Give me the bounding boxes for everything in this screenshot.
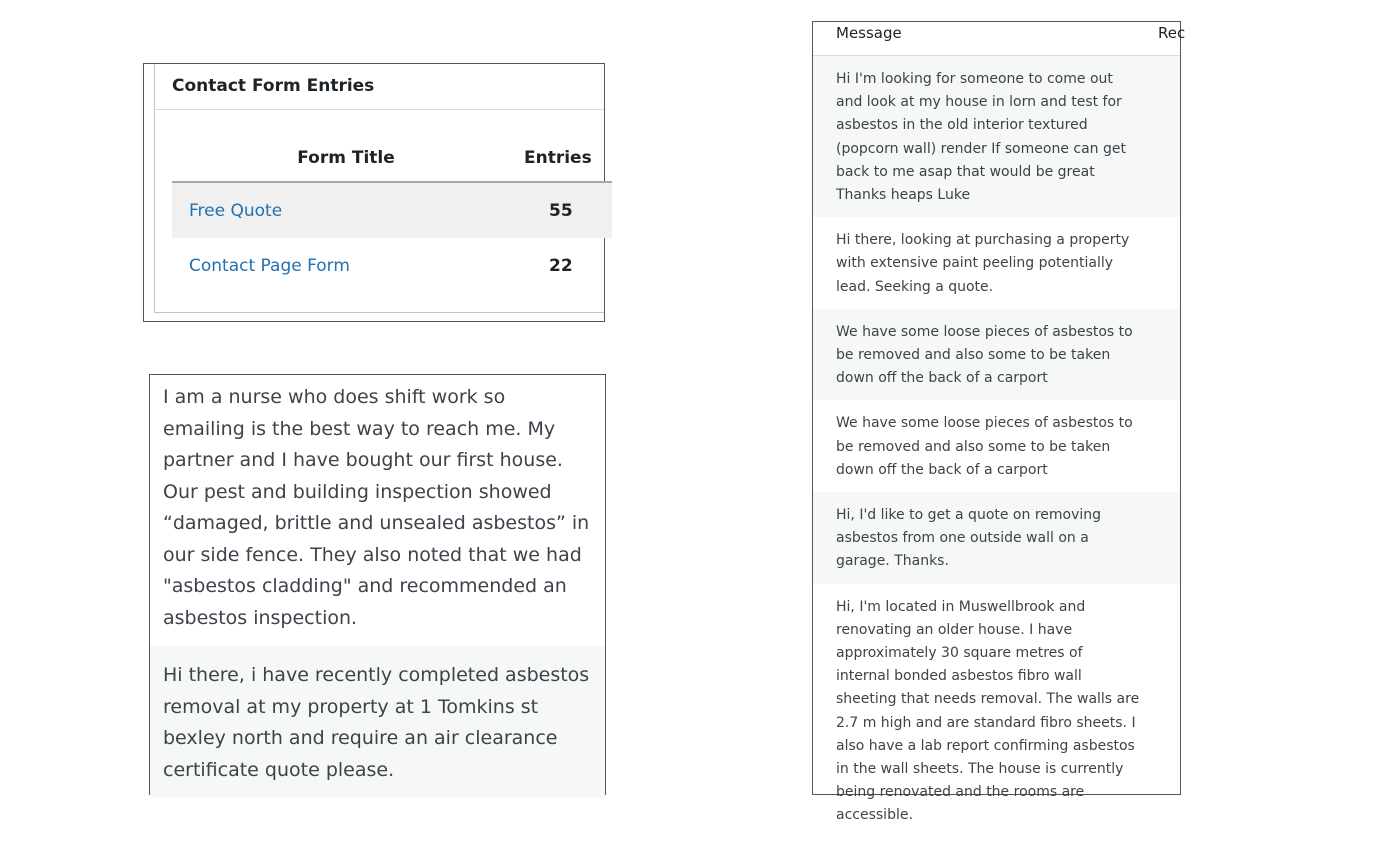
message-text: Hi there, i have recently completed asbestos removal at my property at 1 Tomkins st bexley north and require an air clearance certificate quote please. xyxy=(150,646,605,798)
table-row xyxy=(172,182,612,238)
column-header-form-title[interactable]: Form Title xyxy=(172,134,520,182)
message-excerpt-panel xyxy=(149,374,606,795)
column-header-entries[interactable]: Entries xyxy=(520,134,612,182)
message-row: We have some loose pieces of asbestos to be removed and also some to be taken down off the back of a carport xyxy=(813,309,1180,401)
column-header-next[interactable]: Rec xyxy=(1158,24,1186,42)
message-column-header-row xyxy=(813,22,1186,56)
message-text: I am a nurse who does shift work so emailing is the best way to reach me. My partner and I have bought our first house. Our pest and building inspection showed “damaged, brittle and unsealed asbestos” in our side fence. They also noted that we had "asbestos cladding" and recommended an asbestos inspection. xyxy=(163,386,590,629)
message-row: Hi I'm looking for someone to come out and look at my house in lorn and test for asbestos in the old interior textured (popcorn wall) render If someone can get back to me asap that would be great Thanks heaps Luke xyxy=(813,56,1180,217)
message-row: Hi, I'm located in Muswellbrook and renovating an older house. I have approximately 30 square metres of internal bonded asbestos fibro wall sheeting that needs removal. The walls are 2.7 m high and are standard fibro sheets. I also have a lab report confirming asbestos in the wall sheets. The house is currently being renovated and the rooms are accessible. xyxy=(836,598,1140,824)
message-row: We have some loose pieces of asbestos to be removed and also some to be taken down off the back of a carport xyxy=(836,415,1133,478)
table-row xyxy=(172,238,612,293)
widget-bottom-border xyxy=(154,312,604,313)
contact-form-entries-widget xyxy=(143,63,605,322)
entries-table-header-row xyxy=(172,134,612,182)
column-header-message[interactable]: Message xyxy=(836,24,902,42)
message-row: Hi, I'd like to get a quote on removing asbestos from one outside wall on a garage. Thanks. xyxy=(813,492,1180,584)
form-title-link[interactable]: Free Quote xyxy=(172,182,520,238)
entries-count: 55 xyxy=(520,182,612,238)
message-row: Hi there, looking at purchasing a property with extensive paint peeling potentially lead. Seeking a quote. xyxy=(836,232,1130,295)
entries-table xyxy=(172,134,612,293)
message-column-panel xyxy=(812,21,1186,824)
widget-title: Contact Form Entries xyxy=(155,64,604,110)
entries-count: 22 xyxy=(549,255,573,276)
form-title-link[interactable]: Contact Page Form xyxy=(189,255,350,276)
